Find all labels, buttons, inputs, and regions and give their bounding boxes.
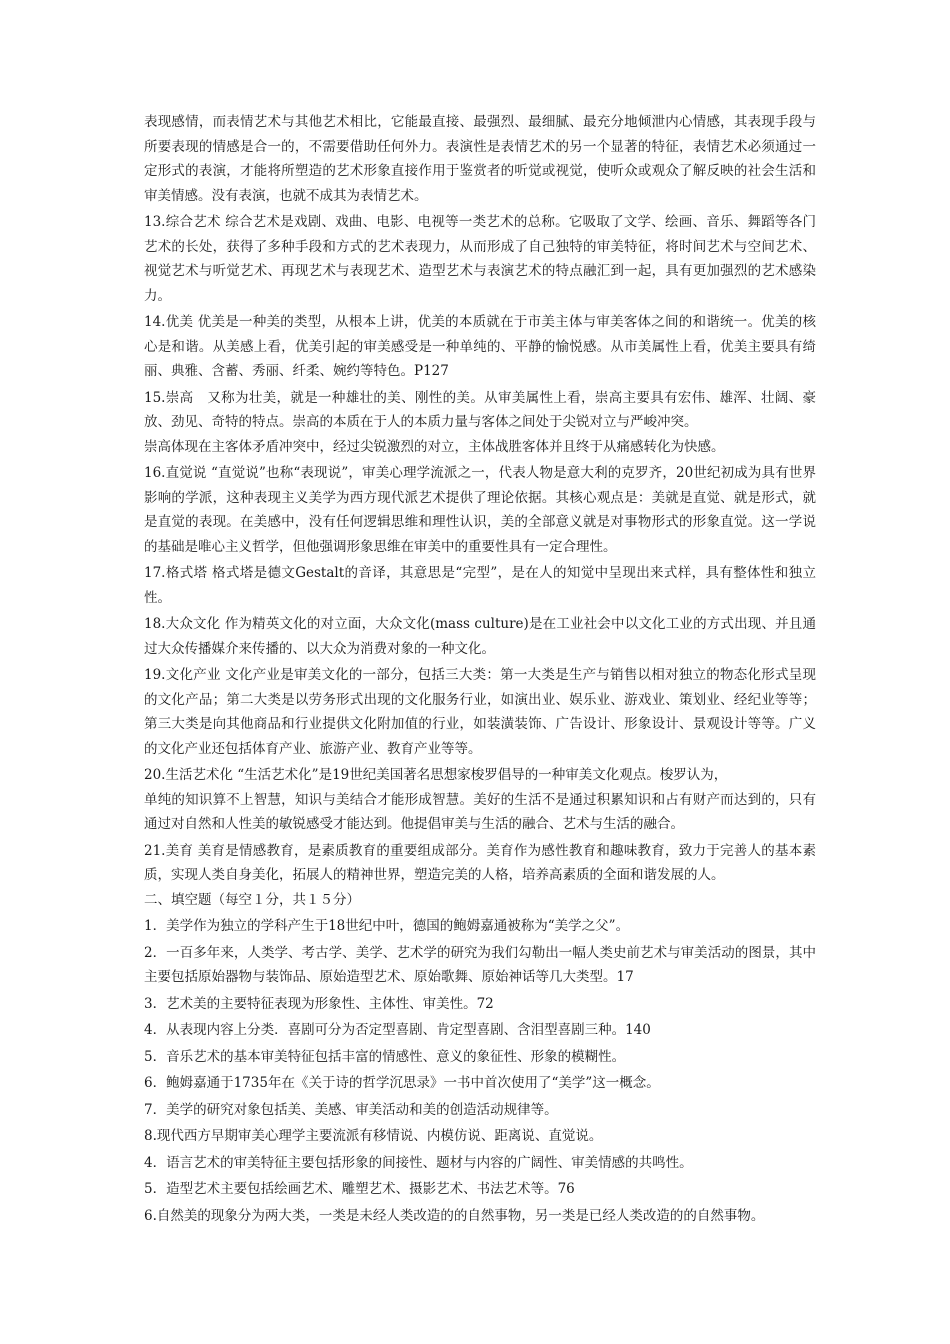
fill-blank-item: 5．音乐艺术的基本审美特征包括丰富的情感性、意义的象征性、形象的模糊性。 bbox=[144, 1048, 626, 1065]
fill-blank-item: 7．美学的研究对象包括美、美感、审美活动和美的创造活动规律等。 bbox=[144, 1101, 558, 1118]
paragraph-17-gestalt: 17.格式塔 格式塔是德文Gestalt的音译，其意思是“完型”，是在人的知觉中呈现出来式样，具有整体性和独立性。 bbox=[144, 565, 816, 606]
fill-blank-item: 6．鲍姆嘉通于1735年在《关于诗的哲学沉思录》一书中首次使用了“美学”这一概念。 bbox=[144, 1075, 660, 1091]
paragraph-18-mass-culture: 18.大众文化 作为精英文化的对立面，大众文化(mass culture)是在工业社会中以文化工业的方式出现、并且通过大众传播媒介来传播的、以大众为消费对象的一种文化。 bbox=[144, 616, 816, 657]
paragraph-expressive-art: 表现感情，而表情艺术与其他艺术相比，它能最直接、最强烈、最细腻、最充分地倾泄内心情感，其表现手段与所要表现的情感是合一的，不需要借助任何外力。表演性是表情艺术的另一个显著的特征，表情艺术必须通过一定形式的表演，才能将所塑造的艺术形象直接作用于鉴赏者的听觉或视觉，使听众或观众了解反映的社会生活和审美情感。没有表演，也就不成其为表情艺术。 bbox=[144, 114, 816, 204]
paragraph-15-sublime-cont: 崇高体现在主客体矛盾冲突中，经过尖锐激烈的对立，主体战胜客体并且终于从痛感转化为快感。 bbox=[144, 438, 725, 455]
fill-blank-item: 1．美学作为独立的学科产生于18世纪中叶，德国的鲍姆嘉通被称为“美学之父”。 bbox=[144, 918, 630, 934]
paragraph-14-grace: 14.优美 优美是一种美的类型，从根本上讲，优美的本质就在于市美主体与审美客体之间的和谐统一。优美的核心是和谐。从美感上看，优美引起的审美感受是一种单纯的、平静的愉悦感。从市美属性上看，优美主要具有绮丽、典雅、含蓄、秀丽、纤柔、婉约等特色。P127 bbox=[144, 314, 816, 379]
fill-blank-item: 4．从表现内容上分类．喜剧可分为否定型喜剧、肯定型喜剧、含泪型喜剧三种。140 bbox=[144, 1022, 651, 1038]
fill-blank-item: 5．造型艺术主要包括绘画艺术、雕塑艺术、摄影艺术、书法艺术等。76 bbox=[144, 1181, 575, 1197]
fill-blank-item: 2．一百多年来，人类学、考古学、美学、艺术学的研究为我们勾勒出一幅人类史前艺术与审美活动的图景，其中主要包括原始器物与装饰品、原始造型艺术、原始歌舞、原始神话等几大类型。17 bbox=[144, 944, 816, 985]
paragraph-16-intuition: 16.直觉说 “直觉说”也称“表现说”，审美心理学流派之一，代表人物是意大利的克罗齐，20世纪初成为具有世界影响的学派，这种表现主义美学为西方现代派艺术提供了理论依据。其核心观点是：美就是直觉、就是形式，就是直觉的表现。在美感中，没有任何逻辑思维和理性认识，美的全部意义就是对事物形式的形象直觉。这一学说的基础是唯心主义哲学，但他强调形象思维在审美中的重要性具有一定合理性。 bbox=[144, 465, 816, 555]
fill-blank-item: 4．语言艺术的审美特征主要包括形象的间接性、题材与内容的广阔性、审美情感的共鸣性。 bbox=[144, 1154, 693, 1171]
paragraph-13-comprehensive-art: 13.综合艺术 综合艺术是戏剧、戏曲、电影、电视等一类艺术的总称。它吸取了文学、绘画、音乐、舞蹈等各门艺术的长处，获得了多种手段和方式的艺术表现力，从而形成了自己独特的审美特征，将时间艺术与空间艺术、视觉艺术与听觉艺术、再现艺术与表现艺术、造型艺术与表演艺术的特点融汇到一起，具有更加强烈的艺术感染力。 bbox=[144, 214, 816, 304]
paragraph-20-art-of-living-cont: 单纯的知识算不上智慧，知识与美结合才能形成智慧。美好的生活不是通过积累知识和占有财产而达到的，只有通过对自然和人性美的敏锐感受才能达到。他提倡审美与生活的融合、艺术与生活的融合。 bbox=[144, 791, 816, 832]
fill-blank-item: 8.现代西方早期审美心理学主要流派有移情说、内模仿说、距离说、直觉说。 bbox=[144, 1128, 603, 1144]
paragraph-20-art-of-living: 20.生活艺术化 “生活艺术化”是19世纪美国著名思想家梭罗倡导的一种审美文化观点。梭罗认为， bbox=[144, 767, 728, 783]
paragraph-15-sublime: 15.崇高 又称为壮美，就是一种雄壮的美、刚性的美。从审美属性上看，崇高主要具有宏伟、雄浑、壮阔、豪放、劲见、奇特的特点。崇高的本质在于人的本质力量与客体之间处于尖锐对立与严峻冲突。 bbox=[144, 389, 816, 430]
document-body bbox=[144, 110, 816, 1228]
section-heading-fill-blank: 二、填空题（每空１分，共１５分） bbox=[144, 891, 360, 908]
paragraph-19-culture-industry: 19.文化产业 文化产业是审美文化的一部分，包括三大类：第一大类是生产与销售以相对独立的物态化形式呈现的文化产品；第二大类是以劳务形式出现的文化服务行业，如演出业、娱乐业、游戏业、策划业、经纪业等等；第三大类是向其他商品和行业提供文化附加值的行业，如装潢装饰、广告设计、形象设计、景观设计等等。广义的文化产业还包括体育产业、旅游产业、教育产业等等。 bbox=[144, 667, 816, 757]
paragraph-21-aesthetic-education: 21.美育 美育是情感教育，是素质教育的重要组成部分。美育作为感性教育和趣味教育，致力于完善人的基本素质，实现人类自身美化，拓展人的精神世界，塑造完美的人格，培养高素质的全面和谐发展的人。 bbox=[144, 842, 816, 883]
fill-blank-item: 6.自然美的现象分为两大类，一类是未经人类改造的的自然事物，另一类是已经人类改造的的自然事物。 bbox=[144, 1207, 765, 1224]
fill-blank-item: 3．艺术美的主要特征表现为形象性、主体性、审美性。72 bbox=[144, 995, 494, 1012]
